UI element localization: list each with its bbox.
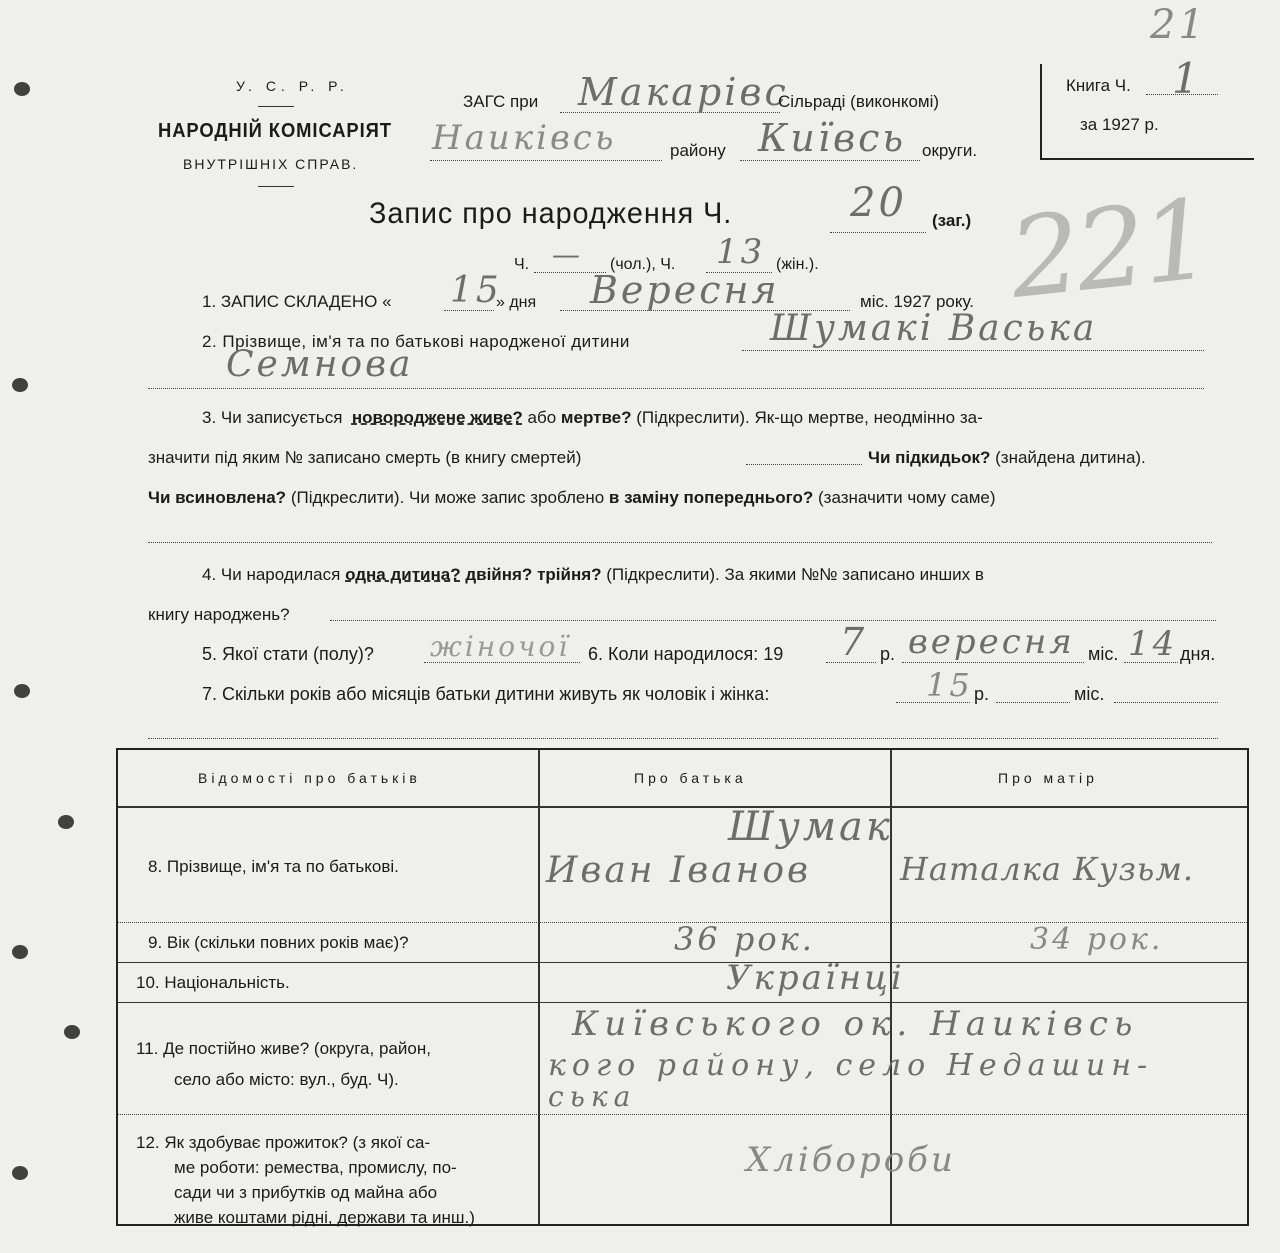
item7-years-suffix: р. [974, 684, 990, 704]
item7-years: 15 [926, 666, 973, 704]
item4-line2: книгу народжень? [148, 605, 290, 624]
option-adopted: Чи всиновлена? [148, 488, 287, 507]
record-title: Запис про народження Ч. [369, 197, 733, 230]
male-label: (чол.), Ч. [610, 256, 676, 273]
row-divider [118, 962, 1247, 963]
item3-line2b: Чи підкидьок? (знайдена дитина). [868, 448, 1146, 467]
item5-label: 5. Якої стати (полу)? [202, 644, 374, 664]
dotted-line [148, 542, 1212, 543]
punch-hole [64, 1025, 80, 1039]
dotted-line [148, 388, 1204, 389]
dotted-line [430, 160, 662, 161]
item1-mid: » дня [496, 294, 537, 311]
dotted-line [902, 662, 1084, 663]
row9-father: 36 рок. [674, 920, 815, 958]
row-divider [118, 1114, 1247, 1115]
item3-line3: Чи всиновлена? (Підкреслити). Чи може запис зроблено в заміну попереднього? (зазначити чому саме) [148, 488, 996, 507]
zags-label: ЗАГС при [463, 92, 539, 111]
row-divider [118, 1002, 1247, 1003]
row9-label: 9. Вік (скільки повних років має)? [148, 933, 409, 952]
book-number: 1 [1172, 54, 1202, 103]
option-twins: двійня? [465, 565, 533, 584]
option-dead: мертве? [560, 408, 632, 427]
record-number: 20 [850, 180, 907, 226]
item2-name: Шумакі Васька [770, 308, 1098, 349]
header-divider [118, 806, 1247, 808]
item2-label: 2. Прізвище, ім'я та по батькові народженої дитини [202, 332, 630, 351]
corner-mark: 21 [1150, 2, 1207, 48]
dotted-line [830, 232, 926, 233]
row11-address-line2: кого району, село Недашин- [548, 1048, 1154, 1083]
row11-address-line1: Київського ок. Наиківсь [572, 1004, 1139, 1044]
item4-line1: 4. Чи народилася одна дитина? двійня? трійня? (Підкреслити). За якими №№ записано инших в [202, 565, 984, 584]
table-header-father: Про батька [634, 770, 747, 786]
item6-label: 6. Коли народилося: 19 [588, 644, 784, 664]
record-number-suffix: (заг.) [932, 211, 972, 230]
divider [258, 106, 294, 107]
ussr-label: У. С. Р. Р. [236, 78, 349, 94]
item1-month: Вересня [590, 268, 780, 312]
item6-month: вересня [908, 622, 1075, 662]
male-ch-label: Ч. [514, 256, 530, 273]
dotted-line [996, 702, 1070, 703]
row12-label: 12. Як здобуває прожиток? (з якої са- ме роботи: ремества, промислу, по- сади чи з прибутків од майна або живе коштами рідні, держави та инш.) [136, 1133, 475, 1227]
male-count: — [552, 238, 583, 271]
row10-label: 10. Національність. [136, 973, 290, 992]
item6-day-suffix: дня. [1180, 644, 1216, 664]
option-foundling: Чи підкидьок? [868, 448, 991, 467]
punch-hole [14, 684, 30, 698]
punch-hole [12, 378, 28, 392]
item3-line1: 3. Чи записується новороджене живе? або мертве? (Підкреслити). Як-що мертве, неодмінно за- [202, 408, 983, 427]
row8-mother: Наталка Кузьм. [900, 850, 1195, 888]
item5-sex: жіночої [430, 630, 571, 663]
commissariat-title: НАРОДНІЙ КОМІСАРІЯТ [158, 120, 392, 142]
row9-mother: 34 рок. [1030, 922, 1164, 957]
row11-address-line3: ська [548, 1080, 637, 1113]
okruga-label: округи. [922, 141, 978, 160]
row10-nationality: Українці [726, 958, 905, 998]
dotted-line [746, 464, 862, 465]
parents-table [116, 748, 1249, 1226]
rayon-label: району [670, 141, 726, 160]
internal-affairs-label: ВНУТРІШНІХ СПРАВ. [183, 156, 359, 172]
dotted-line [742, 350, 1204, 351]
item6-day: 14 [1128, 624, 1178, 664]
divider [258, 186, 294, 187]
option-replacement: в заміну попереднього? [608, 488, 814, 507]
item7-months-suffix: міс. [1074, 684, 1105, 704]
row8-label: 8. Прізвище, ім'я та по батькові. [148, 857, 399, 876]
book-year: за 1927 р. [1080, 115, 1159, 134]
item6-year-suffix: р. [880, 644, 896, 664]
option-triplets: трійня? [537, 565, 602, 584]
option-alive: новороджене живе? [351, 408, 523, 427]
row11-label: 11. Де постійно живе? (округа, район, село або місто: вул., буд. Ч). [136, 1039, 431, 1089]
table-header-info: Відомості про батьків [198, 770, 421, 786]
book-label: Книга Ч. [1066, 76, 1131, 95]
dotted-line [148, 738, 1218, 739]
item1-day: 15 [450, 270, 502, 311]
row8-father: Иван Іванов [546, 850, 811, 891]
item6-year: 7 [840, 620, 868, 664]
archive-stamp-number: 221 [1003, 175, 1215, 323]
rayon-value: Наиківсь [432, 118, 617, 158]
item2-patronymic: Семнова [226, 344, 414, 385]
okruga-value: Київсь [758, 116, 907, 160]
zags-value: Макарівс [578, 70, 789, 114]
item6-month-suffix: міс. [1088, 644, 1119, 664]
dotted-line [1114, 702, 1218, 703]
punch-hole [12, 1166, 28, 1180]
female-count: 13 [716, 232, 766, 272]
dotted-line [330, 620, 1216, 621]
item1-prefix: 1. ЗАПИС СКЛАДЕНО « [202, 292, 392, 311]
punch-hole [58, 815, 74, 829]
item7-label: 7. Скільки років або місяців батьки дитини живуть як чоловік і жінка: [202, 684, 770, 704]
female-label: (жін.). [776, 256, 819, 273]
table-header-mother: Про матір [998, 770, 1098, 786]
punch-hole [12, 945, 28, 959]
row8-surname: Шумак [728, 804, 893, 850]
dotted-line [740, 160, 920, 161]
rada-label: Сільраді (виконкомі) [778, 92, 940, 111]
column-divider [538, 750, 540, 1224]
item3-line2a: значити під яким № записано смерть (в книгу смертей) [148, 448, 582, 467]
row12-occupation: Хлібороби [746, 1140, 956, 1180]
item1-suffix: міс. 1927 року. [860, 292, 975, 311]
option-single: одна дитина? [345, 565, 461, 584]
punch-hole [14, 82, 30, 96]
